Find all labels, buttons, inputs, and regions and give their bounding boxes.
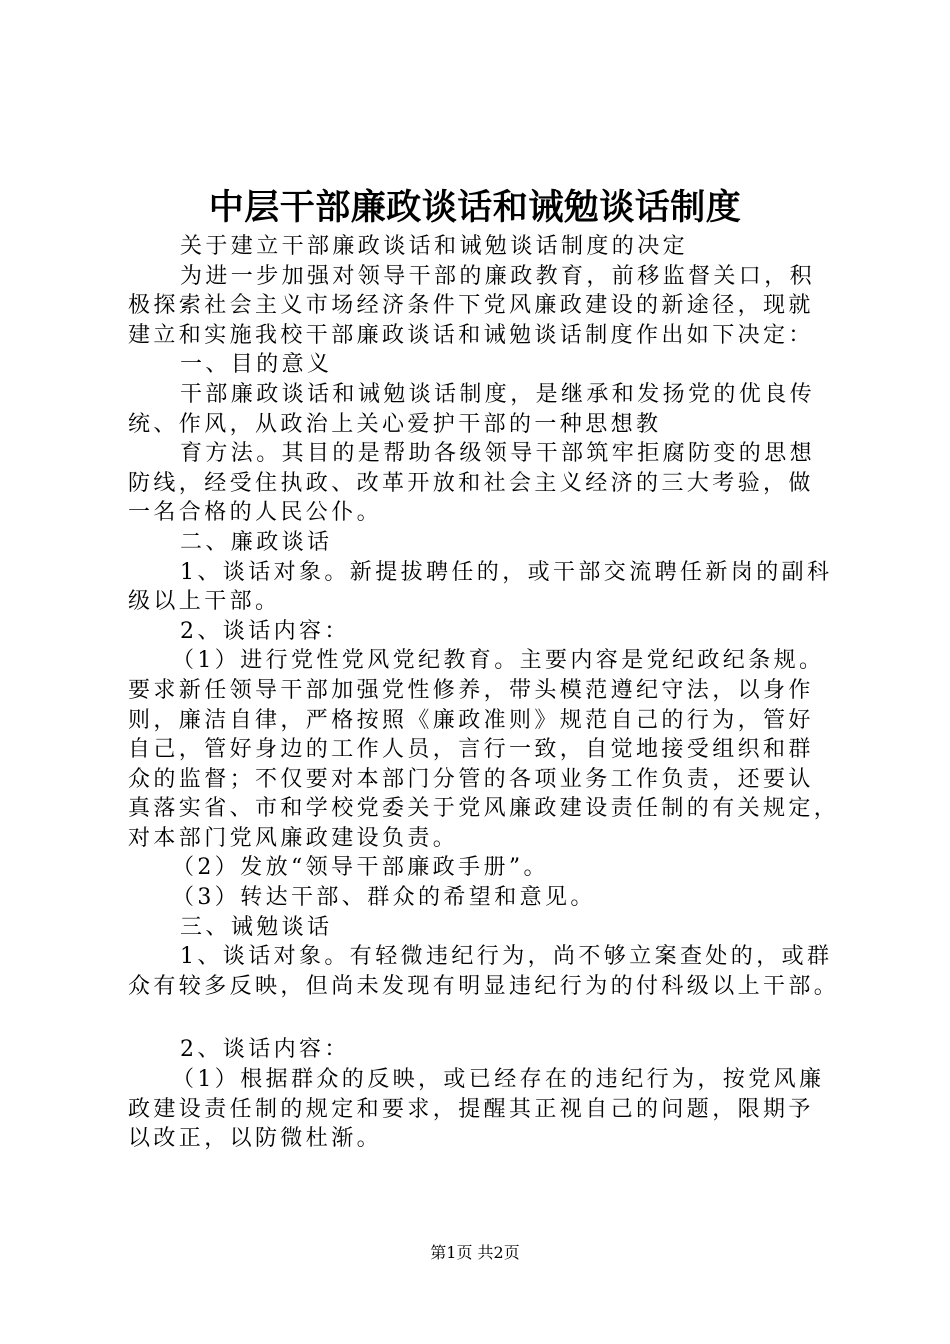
paragraph-line: （1）进行党性党风党纪教育。主要内容是党纪政纪条规。 — [172, 648, 825, 674]
paragraph-line: 建立和实施我校干部廉政谈话和诫勉谈话制度作出如下决定： — [128, 322, 814, 348]
paragraph-line: 政建设责任制的规定和要求，提醒其正视自己的问题，限期予 — [128, 1096, 814, 1122]
section-heading-3: 三、诫勉谈话 — [180, 914, 333, 940]
paragraph-line: 1、谈话对象。有轻微违纪行为，尚不够立案查处的，或群 — [180, 944, 833, 970]
decision-heading: 关于建立干部廉政谈话和诫勉谈话制度的决定 — [180, 234, 689, 259]
paragraph-line: 为进一步加强对领导干部的廉政教育，前移监督关口，积 — [180, 263, 816, 289]
paragraph-line: 众的监督；不仅要对本部门分管的各项业务工作负责，还要认 — [128, 766, 814, 792]
paragraph-line: 真落实省、市和学校党委关于党风廉政建设责任制的有关规定， — [128, 796, 840, 822]
blank-line — [128, 1001, 840, 1035]
paragraph-line: （2）发放“领导干部廉政手册”。 — [172, 855, 549, 881]
document-title: 中层干部廉政谈话和诫勉谈话制度 — [208, 187, 742, 228]
paragraph-line: 众有较多反映，但尚未发现有明显违纪行为的付科级以上干部。 — [128, 973, 840, 999]
paragraph-line: 防线，经受住执政、改革开放和社会主义经济的三大考验，做 — [128, 470, 814, 496]
section-heading-2: 二、廉政谈话 — [180, 529, 333, 555]
paragraph-line: 则，廉洁自律，严格按照《廉政准则》规范自己的行为，管好 — [128, 707, 814, 733]
paragraph-line: 以改正，以防微杜渐。 — [128, 1126, 383, 1152]
paragraph-line: （1）根据群众的反映，或已经存在的违纪行为，按党风廉 — [172, 1067, 825, 1093]
paragraph-line: 要求新任领导干部加强党性修养，带头模范遵纪守法，以身作 — [128, 677, 814, 703]
paragraph-line: 自己，管好身边的工作人员，言行一致，自觉地接受组织和群 — [128, 737, 814, 763]
section-heading-1: 一、目的意义 — [180, 352, 333, 378]
paragraph-line: 极探索社会主义市场经济条件下党风廉政建设的新途径，现就 — [128, 293, 814, 319]
paragraph-line: （3）转达干部、群众的希望和意见。 — [172, 885, 596, 911]
paragraph-line: 1、谈话对象。新提拔聘任的，或干部交流聘任新岗的副科 — [180, 559, 833, 585]
paragraph-line: 统、作风，从政治上关心爱护干部的一种思想教 — [128, 411, 662, 437]
paragraph-line: 级以上干部。 — [128, 589, 281, 615]
paragraph-line: 干部廉政谈话和诫勉谈话制度，是继承和发扬党的优良传 — [180, 381, 816, 407]
paragraph-line: 对本部门党风廉政建设负责。 — [128, 825, 459, 851]
paragraph-line: 一名合格的人民公仆。 — [128, 500, 383, 526]
paragraph-line: 2、谈话内容： — [180, 618, 350, 644]
paragraph-line: 育方法。其目的是帮助各级领导干部筑牢拒腐防变的思想 — [180, 441, 816, 467]
document-body — [128, 232, 840, 1154]
page-number: 第1页 共2页 — [430, 1243, 520, 1262]
paragraph-line: 2、谈话内容： — [180, 1037, 350, 1063]
